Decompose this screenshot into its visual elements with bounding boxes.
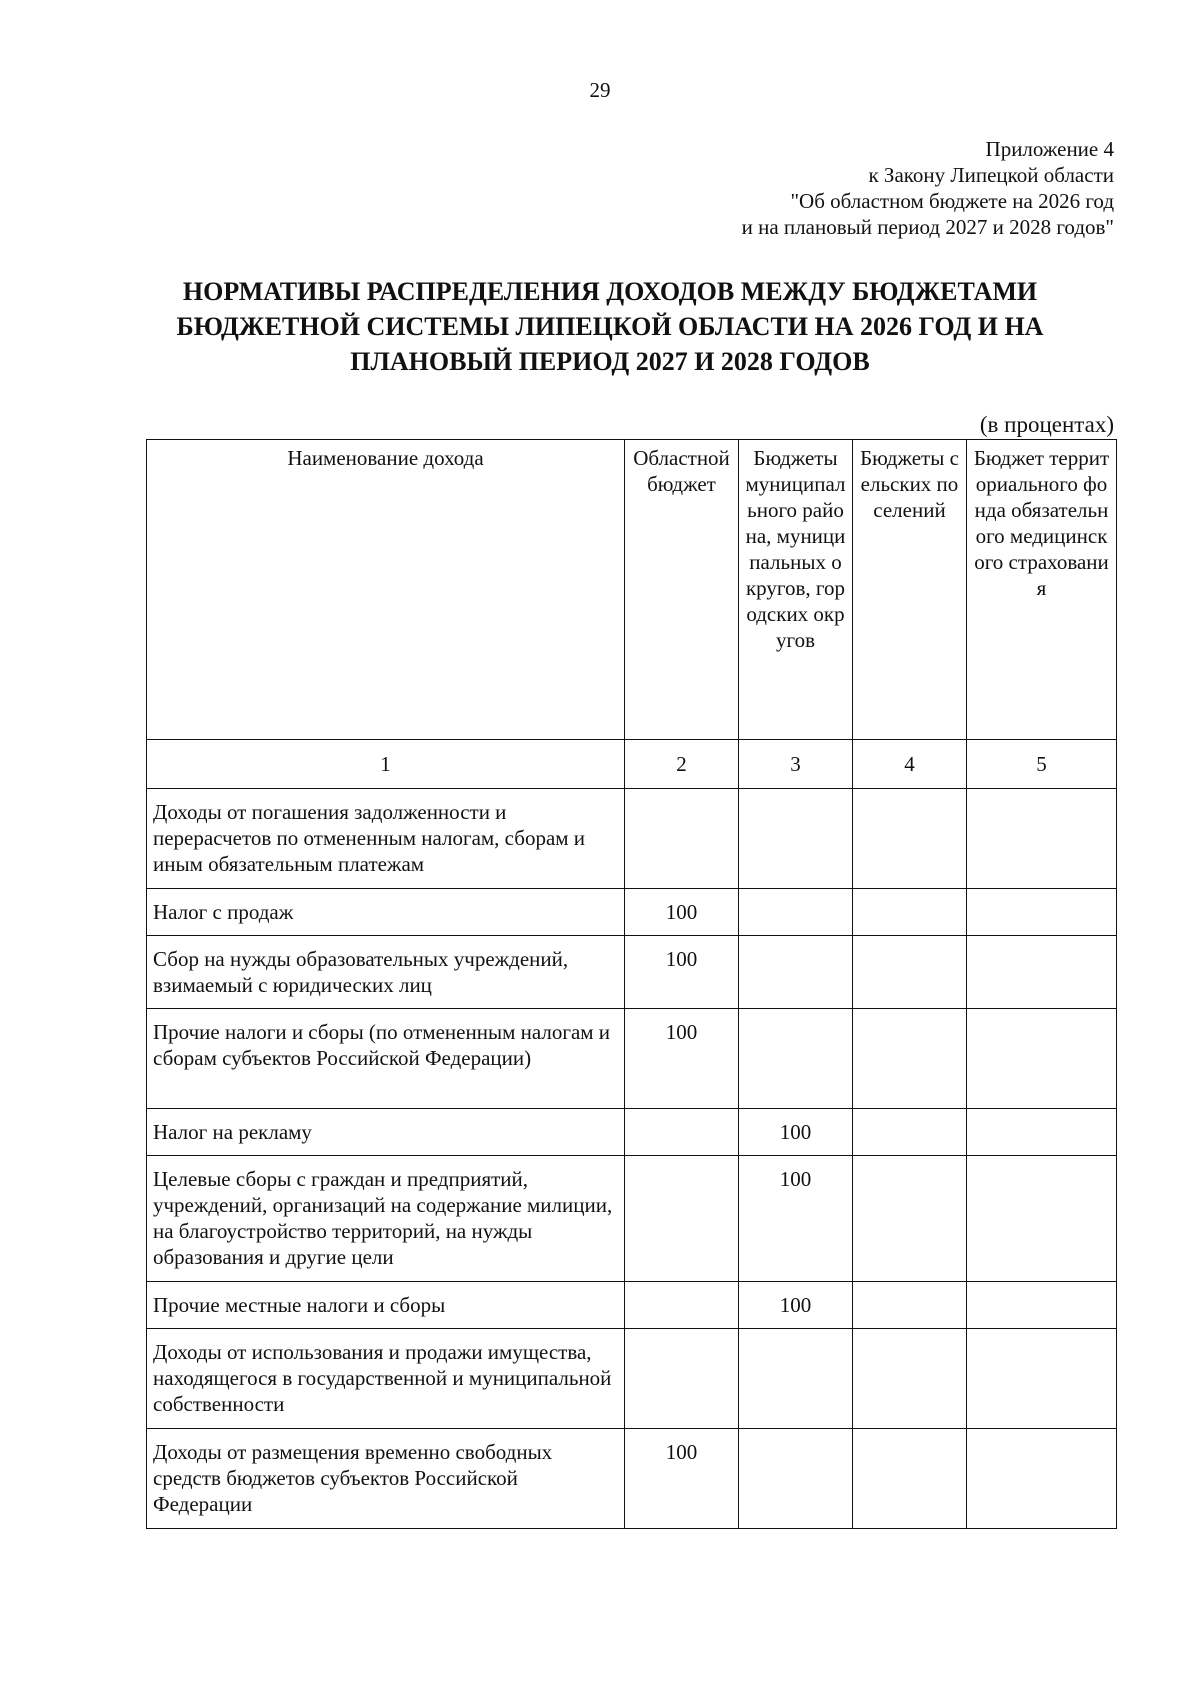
rural-value-cell [853, 936, 967, 1009]
column-number: 3 [739, 740, 853, 789]
header-rural-budgets: Бюджеты сельских поселений [853, 440, 967, 740]
table-row [147, 1156, 1117, 1282]
municipal-value-cell: 100 [739, 1156, 853, 1282]
regional-value-cell: 100 [625, 1429, 739, 1529]
column-number: 2 [625, 740, 739, 789]
health-fund-value-cell [967, 1009, 1117, 1109]
rural-value-cell [853, 1009, 967, 1109]
appendix-note [742, 136, 1114, 240]
table-row [147, 1329, 1117, 1429]
header-regional-budget: Областной бюджет [625, 440, 739, 740]
regional-value-cell: 100 [625, 889, 739, 936]
page-number: 29 [589, 78, 611, 102]
units-note: (в процентах) [979, 412, 1114, 437]
title-line: НОРМАТИВЫ РАСПРЕДЕЛЕНИЯ ДОХОДОВ МЕЖДУ БЮДЖЕТАМИ [182, 277, 1038, 306]
municipal-value-cell [739, 1009, 853, 1109]
regional-value-cell [625, 789, 739, 889]
health-fund-value-cell [967, 889, 1117, 936]
income-name-cell: Целевые сборы с граждан и предприятий, учреждений, организаций на содержание милиции, на благоустройство территорий, на нужды образования и другие цели [147, 1156, 625, 1282]
municipal-value-cell [739, 936, 853, 1009]
column-number: 1 [147, 740, 625, 789]
income-name-cell: Прочие налоги и сборы (по отмененным налогам и сборам субъектов Российской Федерации) [147, 1009, 625, 1109]
regional-value-cell [625, 1282, 739, 1329]
rural-value-cell [853, 1429, 967, 1529]
municipal-value-cell: 100 [739, 1282, 853, 1329]
header-health-fund-budget: Бюджет территориального фонда обязательного медицинского страхования [967, 440, 1117, 740]
table-row [147, 1109, 1117, 1156]
regional-value-cell [625, 1109, 739, 1156]
title-line: ПЛАНОВЫЙ ПЕРИОД 2027 И 2028 ГОДОВ [350, 347, 870, 376]
regional-value-cell [625, 1156, 739, 1282]
regional-value-cell [625, 1329, 739, 1429]
regional-value-cell: 100 [625, 936, 739, 1009]
appendix-line: и на плановый период 2027 и 2028 годов" [741, 215, 1114, 239]
municipal-value-cell: 100 [739, 1109, 853, 1156]
income-name-cell: Налог с продаж [147, 889, 625, 936]
table-row [147, 889, 1117, 936]
rural-value-cell [853, 1156, 967, 1282]
income-name-cell: Налог на рекламу [147, 1109, 625, 1156]
income-name-cell: Сбор на нужды образовательных учреждений, взимаемый с юридических лиц [147, 936, 625, 1009]
header-income-name: Наименование дохода [147, 440, 625, 740]
appendix-line: Приложение 4 [985, 137, 1114, 161]
header-row [147, 440, 1117, 740]
municipal-value-cell [739, 889, 853, 936]
rural-value-cell [853, 789, 967, 889]
regional-value-cell: 100 [625, 1009, 739, 1109]
rural-value-cell [853, 889, 967, 936]
health-fund-value-cell [967, 789, 1117, 889]
health-fund-value-cell [967, 1109, 1117, 1156]
revenue-norms-table [146, 439, 1117, 1529]
column-number-row [147, 740, 1117, 789]
rural-value-cell [853, 1329, 967, 1429]
column-number: 5 [967, 740, 1117, 789]
health-fund-value-cell [967, 1282, 1117, 1329]
health-fund-value-cell [967, 1429, 1117, 1529]
title-line: БЮДЖЕТНОЙ СИСТЕМЫ ЛИПЕЦКОЙ ОБЛАСТИ НА 2026 ГОД И НА [176, 312, 1044, 341]
column-number: 4 [853, 740, 967, 789]
municipal-value-cell [739, 1429, 853, 1529]
income-name-cell: Доходы от размещения временно свободных средств бюджетов субъектов Российской Федерации [147, 1429, 625, 1529]
table-row [147, 789, 1117, 889]
table-row [147, 936, 1117, 1009]
rural-value-cell [853, 1282, 967, 1329]
table-row [147, 1282, 1117, 1329]
municipal-value-cell [739, 789, 853, 889]
income-name-cell: Доходы от погашения задолженности и перерасчетов по отмененным налогам, сборам и иным обязательным платежам [147, 789, 625, 889]
municipal-value-cell [739, 1329, 853, 1429]
header-municipal-budgets: Бюджеты муниципального района, муниципальных округов, городских округов [739, 440, 853, 740]
income-name-cell: Доходы от использования и продажи имущества, находящегося в государственной и муниципальной собственности [147, 1329, 625, 1429]
table-row [147, 1009, 1117, 1109]
health-fund-value-cell [967, 1156, 1117, 1282]
health-fund-value-cell [967, 936, 1117, 1009]
appendix-line: к Закону Липецкой области [868, 163, 1114, 187]
appendix-line: "Об областном бюджете на 2026 год [790, 189, 1114, 213]
table-row [147, 1429, 1117, 1529]
rural-value-cell [853, 1109, 967, 1156]
income-name-cell: Прочие местные налоги и сборы [147, 1282, 625, 1329]
health-fund-value-cell [967, 1329, 1117, 1429]
document-title [110, 274, 1110, 379]
